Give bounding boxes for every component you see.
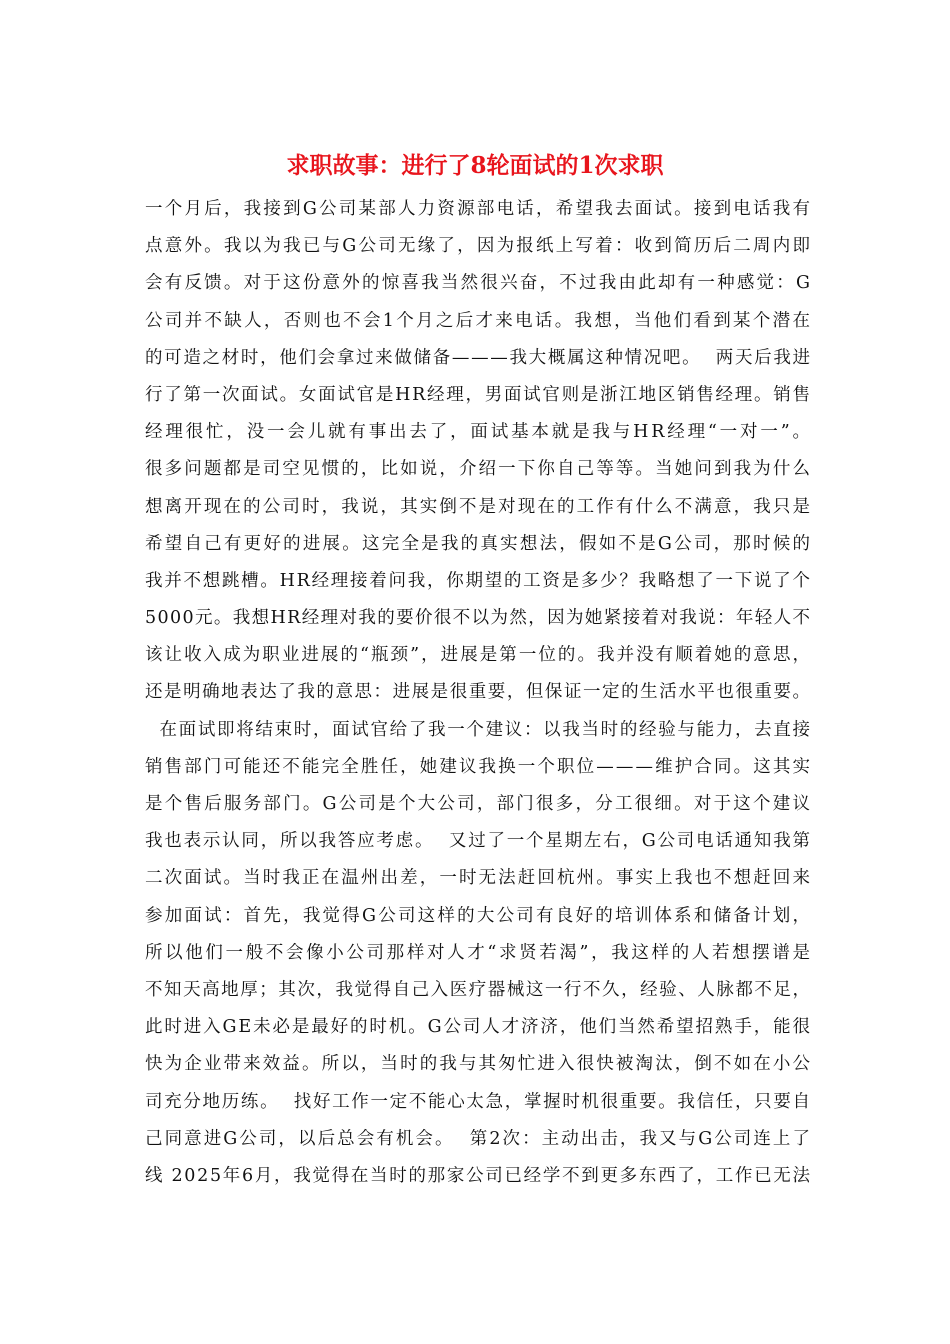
body-line: 不知天高地厚；其次，我觉得自己入医疗器械这一行不久，经验、人脉都不足， xyxy=(145,979,812,1000)
body-line: 司充分地历练。 找好工作一定不能心太急，掌握时机很重要。我信任，只要自 xyxy=(145,1091,812,1112)
body-line: 是个售后服务部门。G公司是个大公司，部门很多，分工很细。对于这个建议 xyxy=(145,794,813,814)
body-line: 己同意进G公司，以后总会有机会。 第2次：主动出击，我又与G公司连上了 xyxy=(145,1128,813,1149)
body-line: 希望自己有更好的进展。这完全是我的真实想法，假如不是G公司，那时候的 xyxy=(145,533,813,554)
document-title: 求职故事：进行了8轮面试的1次求职 xyxy=(286,152,664,179)
body-line: 还是明确地表达了我的意思：进展是很重要，但保证一定的生活水平也很重要。 xyxy=(145,682,812,703)
body-line: 会有反馈。对于这份意外的惊喜我当然很兴奋，不过我由此却有一种感觉：G xyxy=(145,273,813,294)
body-line: 行了第一次面试。女面试官是HR经理，男面试官则是浙江地区销售经理。销售 xyxy=(145,384,812,405)
body-line: 很多问题都是司空见惯的，比如说，介绍一下你自己等等。当她问到我为什么 xyxy=(145,459,813,480)
body-line: 公司并不缺人，否则也不会1个月之后才来电话。我想，当他们看到某个潜在 xyxy=(145,310,813,331)
body-line: 参加面试：首先，我觉得G公司这样的大公司有良好的培训体系和储备计划， xyxy=(145,905,813,926)
body-line: 二次面试。当时我正在温州出差，一时无法赶回杭州。事实上我也不想赶回来 xyxy=(145,868,813,889)
document-body xyxy=(145,191,813,1195)
body-line: 点意外。我以为我已与G公司无缘了，因为报纸上写着：收到简历后二周内即 xyxy=(145,236,813,257)
body-line: 我并不想跳槽。HR经理接着问我，你期望的工资是多少？我略想了一下说了个 xyxy=(145,570,812,591)
body-line: 线 2025年6月，我觉得在当时的那家公司已经学不到更多东西了，工作已无法 xyxy=(145,1165,812,1186)
body-line: 的可造之材时，他们会拿过来做储备———我大概属这种情况吧。 两天后我进 xyxy=(145,347,812,368)
body-line: 经理很忙，没一会儿就有事出去了，面试基本就是我与HR经理“一对一”。 xyxy=(145,422,813,443)
body-line: 5000元。我想HR经理对我的要价很不以为然，因为她紧接着对我说：年轻人不 xyxy=(145,608,812,629)
body-line: 我也表示认同，所以我答应考虑。 又过了一个星期左右，G公司电话通知我第 xyxy=(145,831,812,852)
body-line: 销售部门可能还不能完全胜任，她建议我换一个职位———维护合同。这其实 xyxy=(145,756,813,777)
body-line: 在面试即将结束时，面试官给了我一个建议：以我当时的经验与能力，去直接 xyxy=(145,719,812,740)
body-line: 想离开现在的公司时，我说，其实倒不是对现在的工作有什么不满意，我只是 xyxy=(145,496,813,517)
body-line: 该让收入成为职业进展的“瓶颈”，进展是第一位的。我并没有顺着她的意思， xyxy=(145,645,813,666)
body-line: 快为企业带来效益。所以，当时的我与其匆忙进入很快被淘汰，倒不如在小公 xyxy=(145,1054,813,1075)
body-line: 此时进入GE未必是最好的时机。G公司人才济济，他们当然希望招熟手，能很 xyxy=(145,1017,812,1038)
body-line: 一个月后，我接到G公司某部人力资源部电话，希望我去面试。接到电话我有 xyxy=(145,199,813,219)
body-line: 所以他们一般不会像小公司那样对人才“求贤若渴”，我这样的人若想摆谱是 xyxy=(145,942,813,963)
